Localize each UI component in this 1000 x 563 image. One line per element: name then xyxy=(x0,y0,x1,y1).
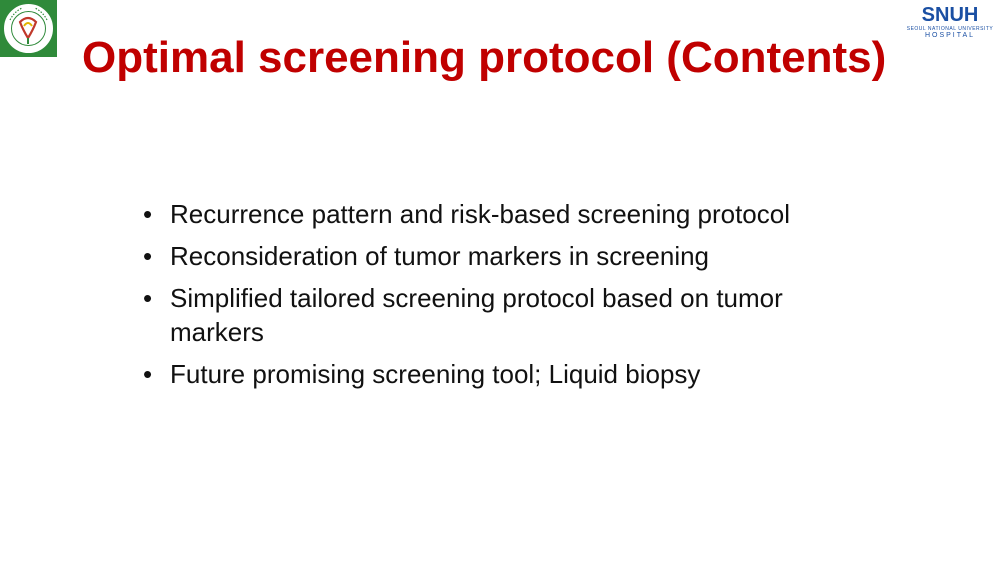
bullet-item xyxy=(143,281,883,349)
bullet-item xyxy=(143,239,883,273)
snuh-brand-text: SNUH xyxy=(921,4,979,26)
association-emblem-icon xyxy=(0,0,57,57)
bullet-text: Future promising screening tool; Liquid biopsy xyxy=(170,359,701,389)
bullet-dot: • xyxy=(143,199,153,229)
snuh-subtitle-text: SEOUL NATIONAL UNIVERSITY xyxy=(906,26,994,32)
bullet-dot: • xyxy=(143,359,153,389)
snuh-logo-icon xyxy=(904,4,996,40)
slide-title: Optimal screening protocol (Contents) xyxy=(82,33,887,82)
snuh-hospital-text: HOSPITAL xyxy=(924,32,976,39)
bullet-dot: • xyxy=(143,241,153,271)
bullet-item xyxy=(143,197,883,231)
bullet-item xyxy=(143,357,883,391)
bullet-text: Reconsideration of tumor markers in screening xyxy=(170,241,710,271)
bullet-list xyxy=(143,197,883,399)
bullet-text: Simplified tailored screening protocol based on tumor markers xyxy=(170,283,783,347)
bullet-text: Recurrence pattern and risk-based screening protocol xyxy=(170,199,791,229)
emblem-graphic xyxy=(0,0,57,57)
bullet-dot: • xyxy=(143,283,153,313)
